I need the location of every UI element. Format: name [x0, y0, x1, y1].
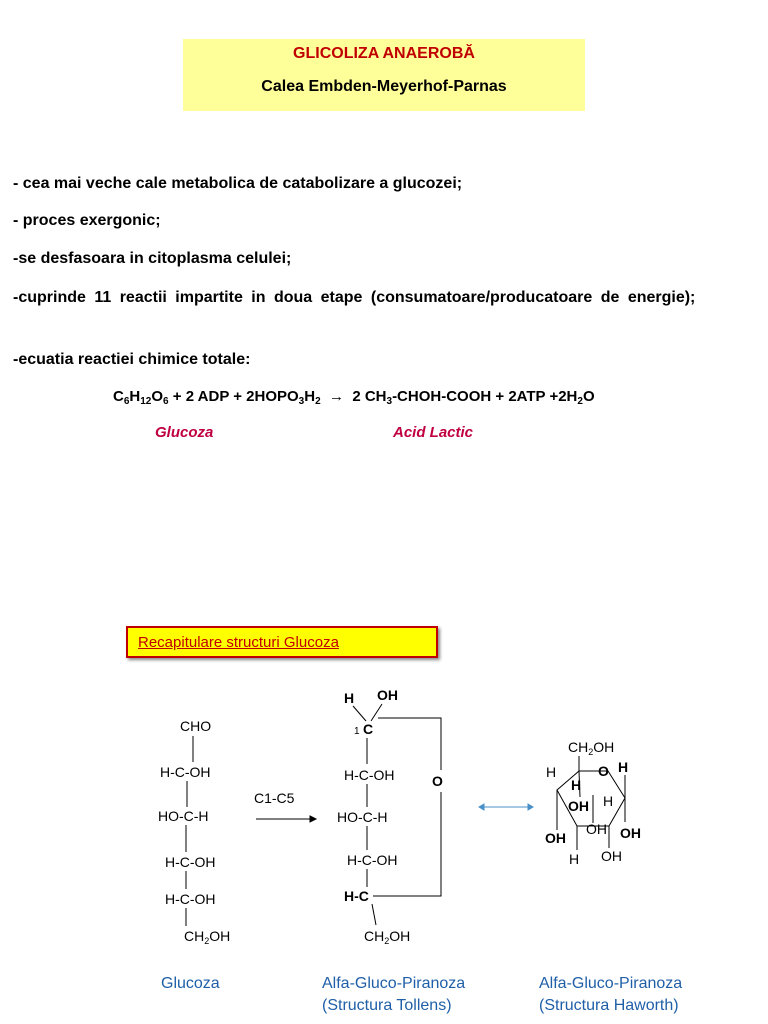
haworth-atom: OH	[568, 798, 589, 814]
ring-bracket-top	[378, 718, 441, 770]
reaction-equation: $C_6H_{12}O_6 + 2$ ADP + $2HOPO_3H_2 \to 2$ $CH_3-CHOH$-COOH + $2ATP +2H_2O$	[113, 388, 595, 407]
double-arrowhead-left	[479, 804, 484, 810]
haworth-atom: OH	[620, 825, 641, 841]
bullet-item: - proces exergonic;	[13, 212, 161, 229]
tollens-atom: H-C	[344, 888, 369, 904]
lactic-acid-label: Acid Lactic	[393, 424, 474, 441]
tollens-atom: H	[344, 690, 355, 706]
haworth-atom: H	[618, 759, 629, 775]
bond-line	[579, 771, 580, 797]
recap-label: Recapitulare structuri Glucoza	[138, 634, 339, 651]
tollens-atom: OH	[377, 687, 398, 703]
caption-glucose: Glucoza	[161, 975, 220, 992]
haworth-atom: $CH_2OH$	[568, 739, 615, 757]
bond-line	[372, 904, 376, 925]
glucose-atom: H-C-OH	[165, 854, 216, 870]
bullet-item: - cea mai veche cale metabolica de catabolizare a glucozei;	[13, 175, 463, 192]
bullet-item: -se desfasoara in citoplasma celulei;	[13, 250, 292, 267]
double-arrowhead-right	[528, 804, 533, 810]
tollens-c1: C	[363, 721, 374, 737]
tollens-atom: H-C-OH	[347, 852, 398, 868]
glucose-atom: CHO	[180, 718, 212, 734]
haworth-atom: OH	[601, 848, 622, 864]
bond-line	[353, 706, 366, 721]
glucose-atom: $CH_2OH$	[184, 928, 231, 946]
reaction-arrow: →	[328, 388, 344, 405]
haworth-atom: H	[546, 764, 557, 780]
caption-tollens-line2: (Structura Tollens)	[322, 997, 452, 1014]
tollens-atom: HO-C-H	[337, 809, 388, 825]
tollens-atom: H-C-OH	[344, 767, 395, 783]
bullet-item: -ecuatia reactiei chimice totale:	[13, 351, 251, 368]
caption-tollens	[322, 973, 465, 1017]
page-subtitle: Calea Embden-Meyerhof-Parnas	[261, 78, 507, 95]
glucose-atom: H-C-OH	[160, 764, 211, 780]
glucose-label: Glucoza	[155, 424, 214, 441]
ring-oxygen: O	[432, 773, 443, 789]
haworth-atom: H	[571, 777, 582, 793]
reaction-arrowhead	[310, 816, 316, 822]
page-title: GLICOLIZA ANAEROBĂ	[293, 45, 475, 62]
haworth-atom: H	[569, 851, 580, 867]
tollens-atom: $CH_2OH$	[364, 928, 411, 946]
caption-haworth-line1: Alfa-Gluco-Piranoza	[539, 975, 683, 992]
caption-tollens-line1: Alfa-Gluco-Piranoza	[322, 975, 466, 992]
glucose-atom: HO-C-H	[158, 808, 209, 824]
haworth-atom: OH	[545, 830, 566, 846]
caption-haworth	[539, 973, 682, 1017]
tollens-c1-index: 1	[354, 726, 360, 737]
bullet-item: -cuprinde 11 reactii impartite in doua etape (consumatoare/producatoare de energie);	[13, 289, 696, 306]
reaction-label: C1-C5	[254, 790, 295, 806]
haworth-atom: OH	[586, 821, 607, 837]
glucose-atom: H-C-OH	[165, 891, 216, 907]
caption-haworth-line2: (Structura Haworth)	[539, 997, 679, 1014]
haworth-atom: O	[598, 763, 609, 779]
haworth-atom: H	[603, 793, 614, 809]
ring-bracket-bottom	[373, 792, 441, 896]
